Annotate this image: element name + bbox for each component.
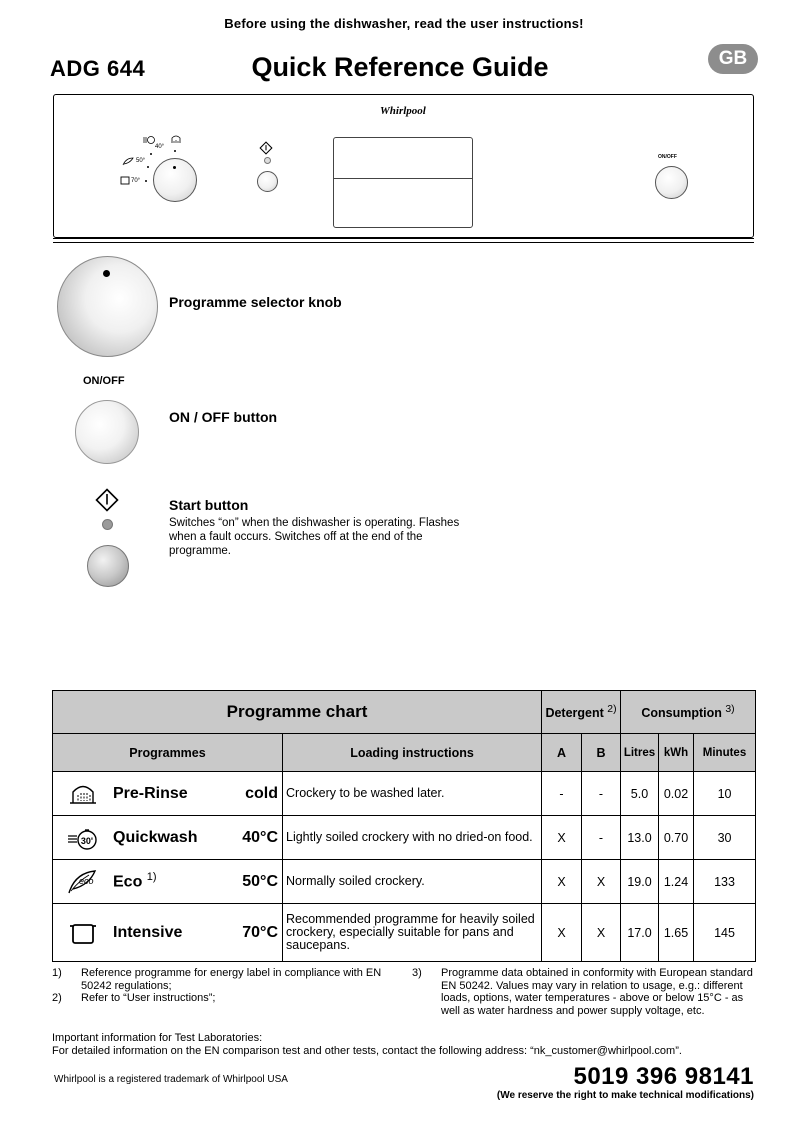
- top-note: Before using the dishwasher, read the user instructions!: [224, 16, 584, 31]
- footnotes-right: [412, 967, 754, 1017]
- panel-pre-rinse-icon: [170, 134, 182, 145]
- programme-name: [113, 871, 157, 891]
- minutes: 10: [694, 772, 756, 816]
- svg-text:eco: eco: [79, 875, 94, 886]
- country-badge: GB: [708, 44, 758, 74]
- start-led: [102, 519, 113, 530]
- panel-temp-70: 70°: [131, 178, 141, 184]
- panel-start-icon: [259, 141, 273, 155]
- programme-temp: cold: [245, 784, 278, 802]
- col-minutes: Minutes: [694, 734, 756, 772]
- consumption-note: 3): [725, 703, 735, 715]
- panel-start-button[interactable]: [257, 171, 278, 192]
- detergent-a: -: [542, 772, 582, 816]
- programme-temp: 70°C: [242, 923, 278, 941]
- kwh: 0.70: [659, 816, 694, 860]
- programme-cell: [53, 772, 283, 816]
- detergent-b: -: [582, 816, 621, 860]
- programme-note: 1): [146, 871, 157, 884]
- modification-notice: (We reserve the right to make technical modifications): [496, 1090, 754, 1101]
- onoff-label: ON / OFF button: [169, 409, 278, 425]
- detergent-header-label: Detergent: [545, 706, 604, 721]
- intensive-icon: [61, 920, 105, 946]
- litres: 13.0: [621, 816, 659, 860]
- panel-knob-indicator: [173, 166, 176, 169]
- table-row: [53, 904, 756, 962]
- footnote-number: 1): [52, 967, 62, 979]
- panel-quickwash-icon: [142, 135, 156, 145]
- control-panel-base: [53, 238, 754, 243]
- table-row: [53, 772, 756, 816]
- loading-instructions: Lightly soiled crockery with no dried-on food.: [283, 816, 542, 860]
- start-description: Switches “on” when the dishwasher is operating. Flashes when a fault occurs. Switches off at the end of the programme.: [169, 517, 460, 557]
- page-title: Quick Reference Guide: [251, 52, 549, 82]
- consumption-header: [621, 691, 756, 734]
- table-row: [53, 860, 756, 904]
- model-number: ADG 644: [50, 56, 146, 81]
- panel-knob-marker: [145, 180, 147, 182]
- programme-temp: 40°C: [242, 828, 278, 846]
- kwh: 0.02: [659, 772, 694, 816]
- programme-cell: [53, 816, 283, 860]
- col-b: B: [582, 734, 621, 772]
- svg-text:30': 30': [80, 835, 94, 846]
- quickwash-icon: [61, 826, 105, 850]
- loading-instructions: Normally soiled crockery.: [283, 860, 542, 904]
- start-icon: [95, 488, 119, 512]
- lab-info-heading: Important information for Test Laboratories:: [52, 1032, 263, 1044]
- programme-name: Pre-Rinse: [113, 784, 188, 802]
- table-row: [53, 816, 756, 860]
- litres: 19.0: [621, 860, 659, 904]
- footnotes-left: [52, 967, 392, 1005]
- lab-info: [52, 1032, 772, 1057]
- footnote-text: Refer to “User instructions”;: [81, 992, 216, 1004]
- consumption-header-label: Consumption: [641, 706, 722, 721]
- loading-instructions: Crockery to be washed later.: [283, 772, 542, 816]
- minutes: 133: [694, 860, 756, 904]
- footnote-number: 2): [52, 992, 62, 1004]
- litres: 5.0: [621, 772, 659, 816]
- programme-temp: 50°C: [242, 872, 278, 890]
- panel-knob-marker: [147, 166, 149, 168]
- programme-cell: [53, 860, 283, 904]
- footnote-text: Reference programme for energy label in compliance with EN 50242 regulations;: [81, 967, 382, 992]
- footnote-number: 3): [412, 967, 422, 979]
- col-loading: Loading instructions: [283, 734, 542, 772]
- panel-knob-marker: [174, 150, 176, 152]
- lab-info-contact: For detailed information on the EN comparison test and other tests, contact the following address: “nk_customer@whirlpool.com”.: [52, 1044, 682, 1057]
- start-button[interactable]: [87, 545, 129, 587]
- start-label: Start button: [169, 497, 249, 513]
- onoff-caption: ON/OFF: [83, 375, 125, 387]
- brand-logo: Whirlpool: [380, 105, 426, 117]
- eco-icon: [61, 869, 105, 895]
- programme-chart: [52, 690, 756, 962]
- detergent-header: [542, 691, 621, 734]
- panel-knob-marker: [150, 153, 152, 155]
- detergent-a: X: [542, 860, 582, 904]
- programme-name: Quickwash: [113, 828, 198, 846]
- panel-display-window: [333, 137, 473, 228]
- panel-start-led: [264, 157, 271, 164]
- litres: 17.0: [621, 904, 659, 962]
- kwh: 1.65: [659, 904, 694, 962]
- pre-rinse-icon: [61, 782, 105, 806]
- kwh: 1.24: [659, 860, 694, 904]
- detergent-note: 2): [607, 703, 617, 715]
- programme-name: Intensive: [113, 923, 183, 941]
- trademark-notice: Whirlpool is a registered trademark of Whirlpool USA: [54, 1074, 288, 1085]
- col-litres: Litres: [621, 734, 659, 772]
- panel-temp-50: 50°: [136, 158, 146, 164]
- onoff-button[interactable]: [75, 400, 139, 464]
- knob-indicator-dot: [103, 270, 110, 277]
- minutes: 145: [694, 904, 756, 962]
- col-a: A: [542, 734, 582, 772]
- footnote-text: Programme data obtained in conformity with European standard EN 50242. Values may vary in relation to usage, e.g.: different loads, options, water temperatures - above or below 15°C - as well as water hardness and power supply voltage, etc.: [441, 967, 753, 1017]
- detergent-a: X: [542, 904, 582, 962]
- col-kwh: kWh: [659, 734, 694, 772]
- loading-instructions: Recommended programme for heavily soiled crockery, especially suitable for pans and saucepans.: [283, 904, 542, 962]
- detergent-a: X: [542, 816, 582, 860]
- panel-onoff-label: ON/OFF: [658, 154, 677, 160]
- minutes: 30: [694, 816, 756, 860]
- panel-programme-knob[interactable]: [153, 158, 197, 202]
- panel-eco-icon: [122, 157, 134, 166]
- programme-name-text: Eco: [113, 873, 143, 891]
- panel-onoff-button[interactable]: [655, 166, 688, 199]
- chart-title: Programme chart: [53, 691, 542, 734]
- col-programmes: Programmes: [53, 734, 283, 772]
- detergent-b: X: [582, 860, 621, 904]
- knob-label: Programme selector knob: [169, 294, 342, 310]
- programme-cell: [53, 904, 283, 962]
- panel-intensive-icon: [120, 175, 130, 185]
- panel-temp-40: 40°: [155, 144, 165, 150]
- detergent-b: -: [582, 772, 621, 816]
- document-code: 5019 396 98141: [573, 1063, 754, 1090]
- detergent-b: X: [582, 904, 621, 962]
